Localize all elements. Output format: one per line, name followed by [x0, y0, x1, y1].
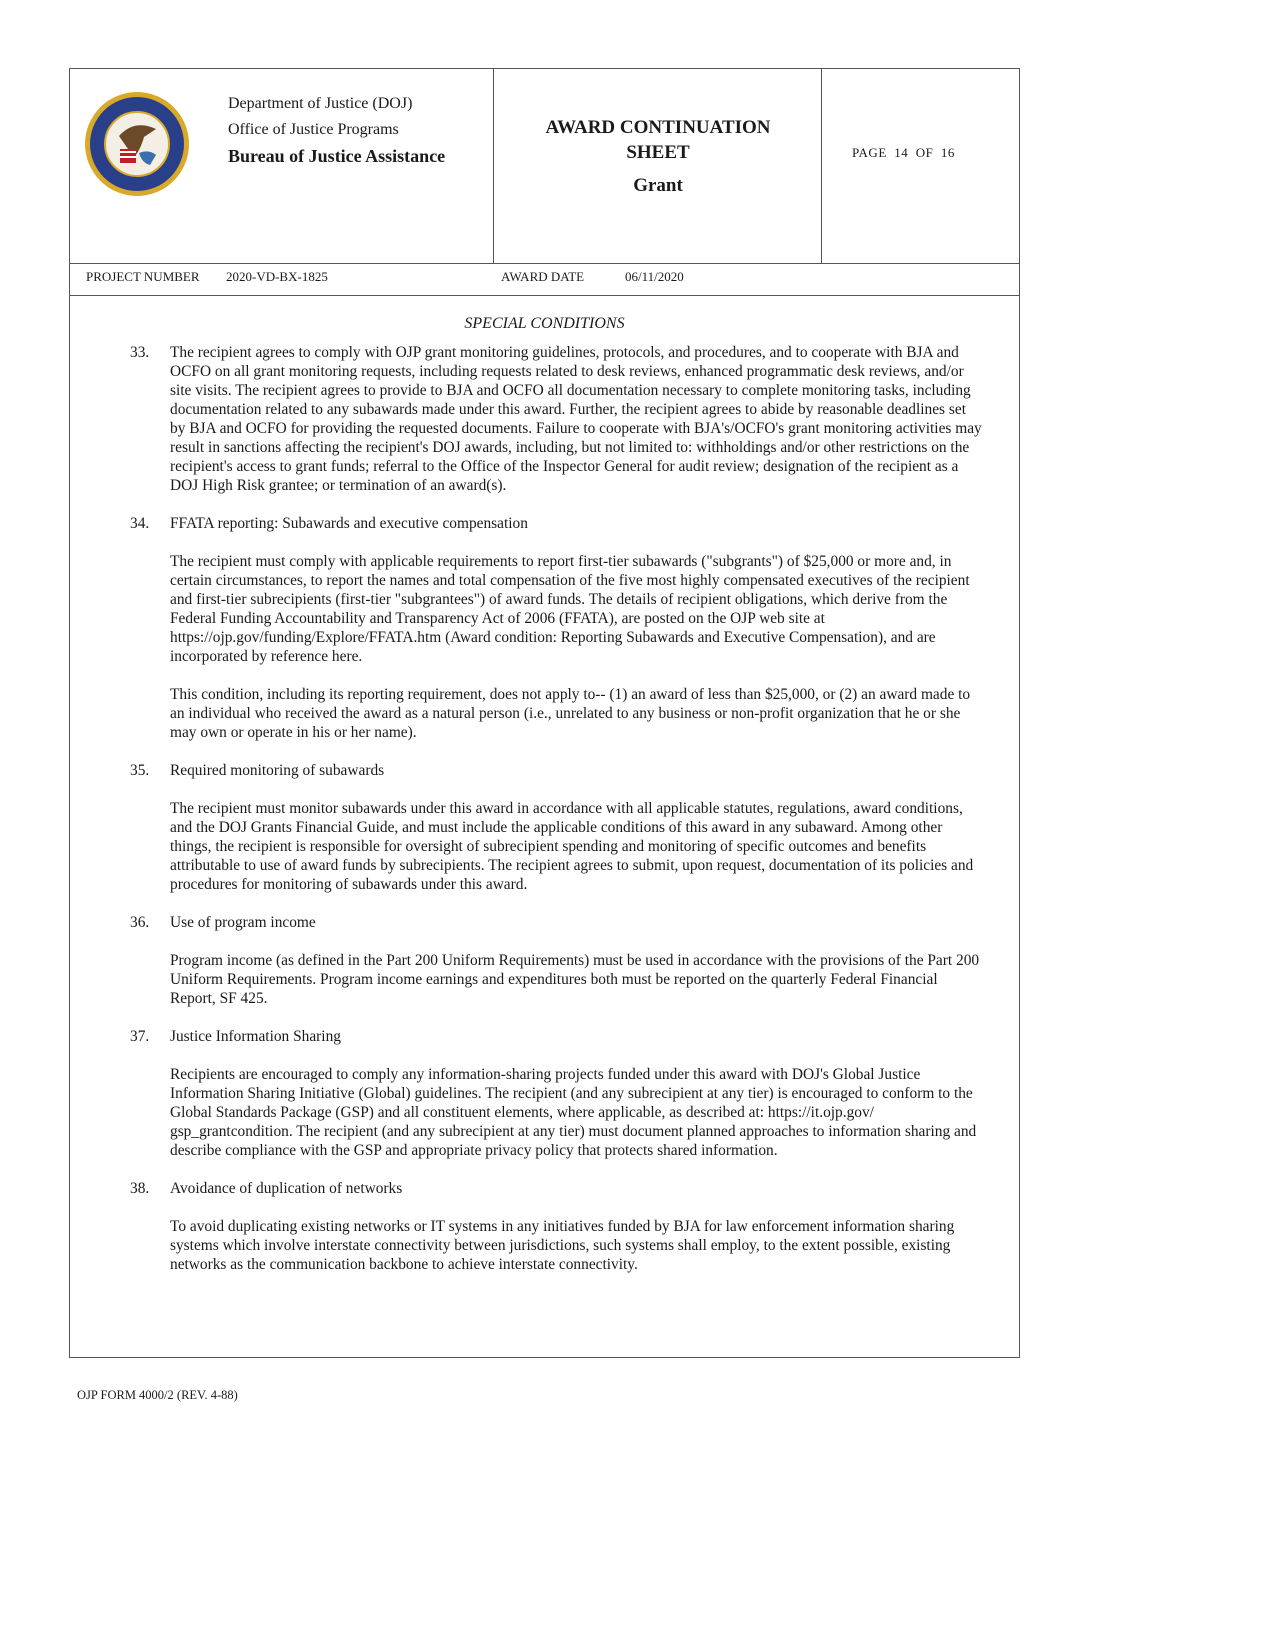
agency-office: Office of Justice Programs — [228, 121, 399, 138]
condition-heading: FFATA reporting: Subawards and executive compensation — [170, 515, 528, 532]
project-number-label: PROJECT NUMBER — [86, 269, 200, 284]
doj-seal-logo — [84, 91, 190, 197]
section-title: SPECIAL CONDITIONS — [464, 315, 625, 332]
condition-heading: Avoidance of duplication of networks — [170, 1180, 403, 1197]
conditions-list — [130, 343, 990, 1293]
award-date: 06/11/2020 — [625, 269, 684, 284]
condition-body — [170, 761, 982, 894]
project-number: 2020-VD-BX-1825 — [226, 269, 328, 284]
condition-item — [130, 1179, 990, 1274]
divider — [70, 295, 1019, 296]
condition-paragraph: Program income (as defined in the Part 200 Uniform Requirements) must be used in accordance with the provisions of the Part 200 Uniform Requirements. Program income earnings and expenditures both must be reported on the quarterly Federal Financial Report, SF 425. — [170, 952, 980, 1007]
agency-bureau: Bureau of Justice Assistance — [228, 146, 446, 166]
condition-paragraph: The recipient must monitor subawards under this award in accordance with all applicable statutes, regulations, award conditions, and the DOJ Grants Financial Guide, and must include the applicable conditions of this award in any subaward. Among other things, the recipient is responsible for oversight of subrecipient spending and monitoring of specific outcomes and benefits attributable to use of award funds by subrecipients. The recipient agrees to submit, upon request, documentation of its policies and procedures for monitoring of subawards under this award. — [170, 800, 974, 893]
condition-number: 34. — [130, 515, 150, 532]
condition-heading: Justice Information Sharing — [170, 1028, 341, 1045]
divider — [70, 263, 1019, 264]
document-title — [494, 115, 822, 198]
condition-item — [130, 343, 990, 495]
award-sheet-frame — [69, 68, 1020, 1358]
condition-number: 38. — [130, 1180, 150, 1197]
title-line-1: AWARD CONTINUATION — [545, 117, 771, 138]
condition-paragraph: The recipient agrees to comply with OJP grant monitoring guidelines, protocols, and procedures, and to cooperate with BJA and OCFO on all grant monitoring requests, including requests related to desk reviews, enhanced programmatic desk reviews, and/or site visits. The recipient agrees to provide to BJA and OCFO all documentation necessary to complete monitoring tasks, including documentation related to any subawards made under this award. Further, the recipient agrees to abide by reasonable deadlines set by BJA and OCFO for providing the requested documents. Failure to cooperate with BJA's/OCFO's grant monitoring activities may result in sanctions affecting the recipient's DOJ awards, including, but not limited to: withholdings and/or other restrictions on the recipient's access to grant funds; referral to the Office of the Inspector General for audit review; designation of the recipient as a DOJ High Risk grantee; or termination of an award(s). — [170, 344, 982, 494]
condition-body — [170, 343, 982, 495]
condition-body — [170, 1179, 982, 1274]
page-indicator: PAGE 14 OF 16 — [852, 145, 955, 160]
condition-paragraph: This condition, including its reporting requirement, does not apply to-- (1) an award of less than $25,000, or (2) an award made to an individual who received the award as a natural person (i.e., unrelated to any business or non-profit organization that he or she may own or operate in his or her name). — [170, 686, 971, 741]
agency-block — [228, 91, 445, 169]
condition-number: 37. — [130, 1028, 150, 1045]
condition-body — [170, 1027, 982, 1160]
condition-item — [130, 1027, 990, 1160]
award-date-label: AWARD DATE — [501, 269, 585, 284]
condition-body — [170, 913, 982, 1008]
condition-heading: Use of program income — [170, 914, 316, 931]
condition-item — [130, 514, 990, 742]
condition-heading: Required monitoring of subawards — [170, 762, 385, 779]
condition-item — [130, 761, 990, 894]
condition-body — [170, 514, 982, 742]
condition-number: 36. — [130, 914, 150, 931]
condition-item — [130, 913, 990, 1008]
condition-paragraph: To avoid duplicating existing networks or IT systems in any initiatives funded by BJA for law enforcement information sharing systems which involve interstate connectivity between jurisdictions, such systems shall employ, to the extent possible, existing networks as the communication backbone to achieve interstate connectivity. — [170, 1218, 955, 1273]
condition-number: 33. — [130, 344, 150, 361]
award-type: Grant — [633, 175, 683, 196]
condition-paragraph: Recipients are encouraged to comply any information-sharing projects funded under this award with DOJ's Global Justice Information Sharing Initiative (Global) guidelines. The recipient (and any subrecipient at any tier) is encouraged to conform to the Global Standards Package (GSP) and all constituent elements, where applicable, as described at: https://it.ojp.gov/ gsp_grantcondition. The recipient (and any subrecipient at any tier) must document planned approaches to information sharing and describe compliance with the GSP and appropriate privacy policy that protects shared information. — [170, 1066, 977, 1159]
title-line-2: SHEET — [626, 142, 690, 163]
condition-paragraph: The recipient must comply with applicable requirements to report first-tier subawards ("subgrants") of $25,000 or more and, in certain circumstances, to report the names and total compensation of the five most highly compensated executives of the recipient and first-tier subrecipients (first-tier "subgrantees") of award funds. The details of recipient obligations, which derive from the Federal Funding Accountability and Transparency Act of 2006 (FFATA), are posted on the OJP web site at https://ojp.gov/funding/Explore/FFATA.htm (Award condition: Reporting Subawards and Executive Compensation), and are incorporated by reference here. — [170, 553, 970, 665]
form-number: OJP FORM 4000/2 (REV. 4-88) — [77, 1388, 238, 1402]
agency-department: Department of Justice (DOJ) — [228, 95, 413, 112]
condition-number: 35. — [130, 762, 150, 779]
